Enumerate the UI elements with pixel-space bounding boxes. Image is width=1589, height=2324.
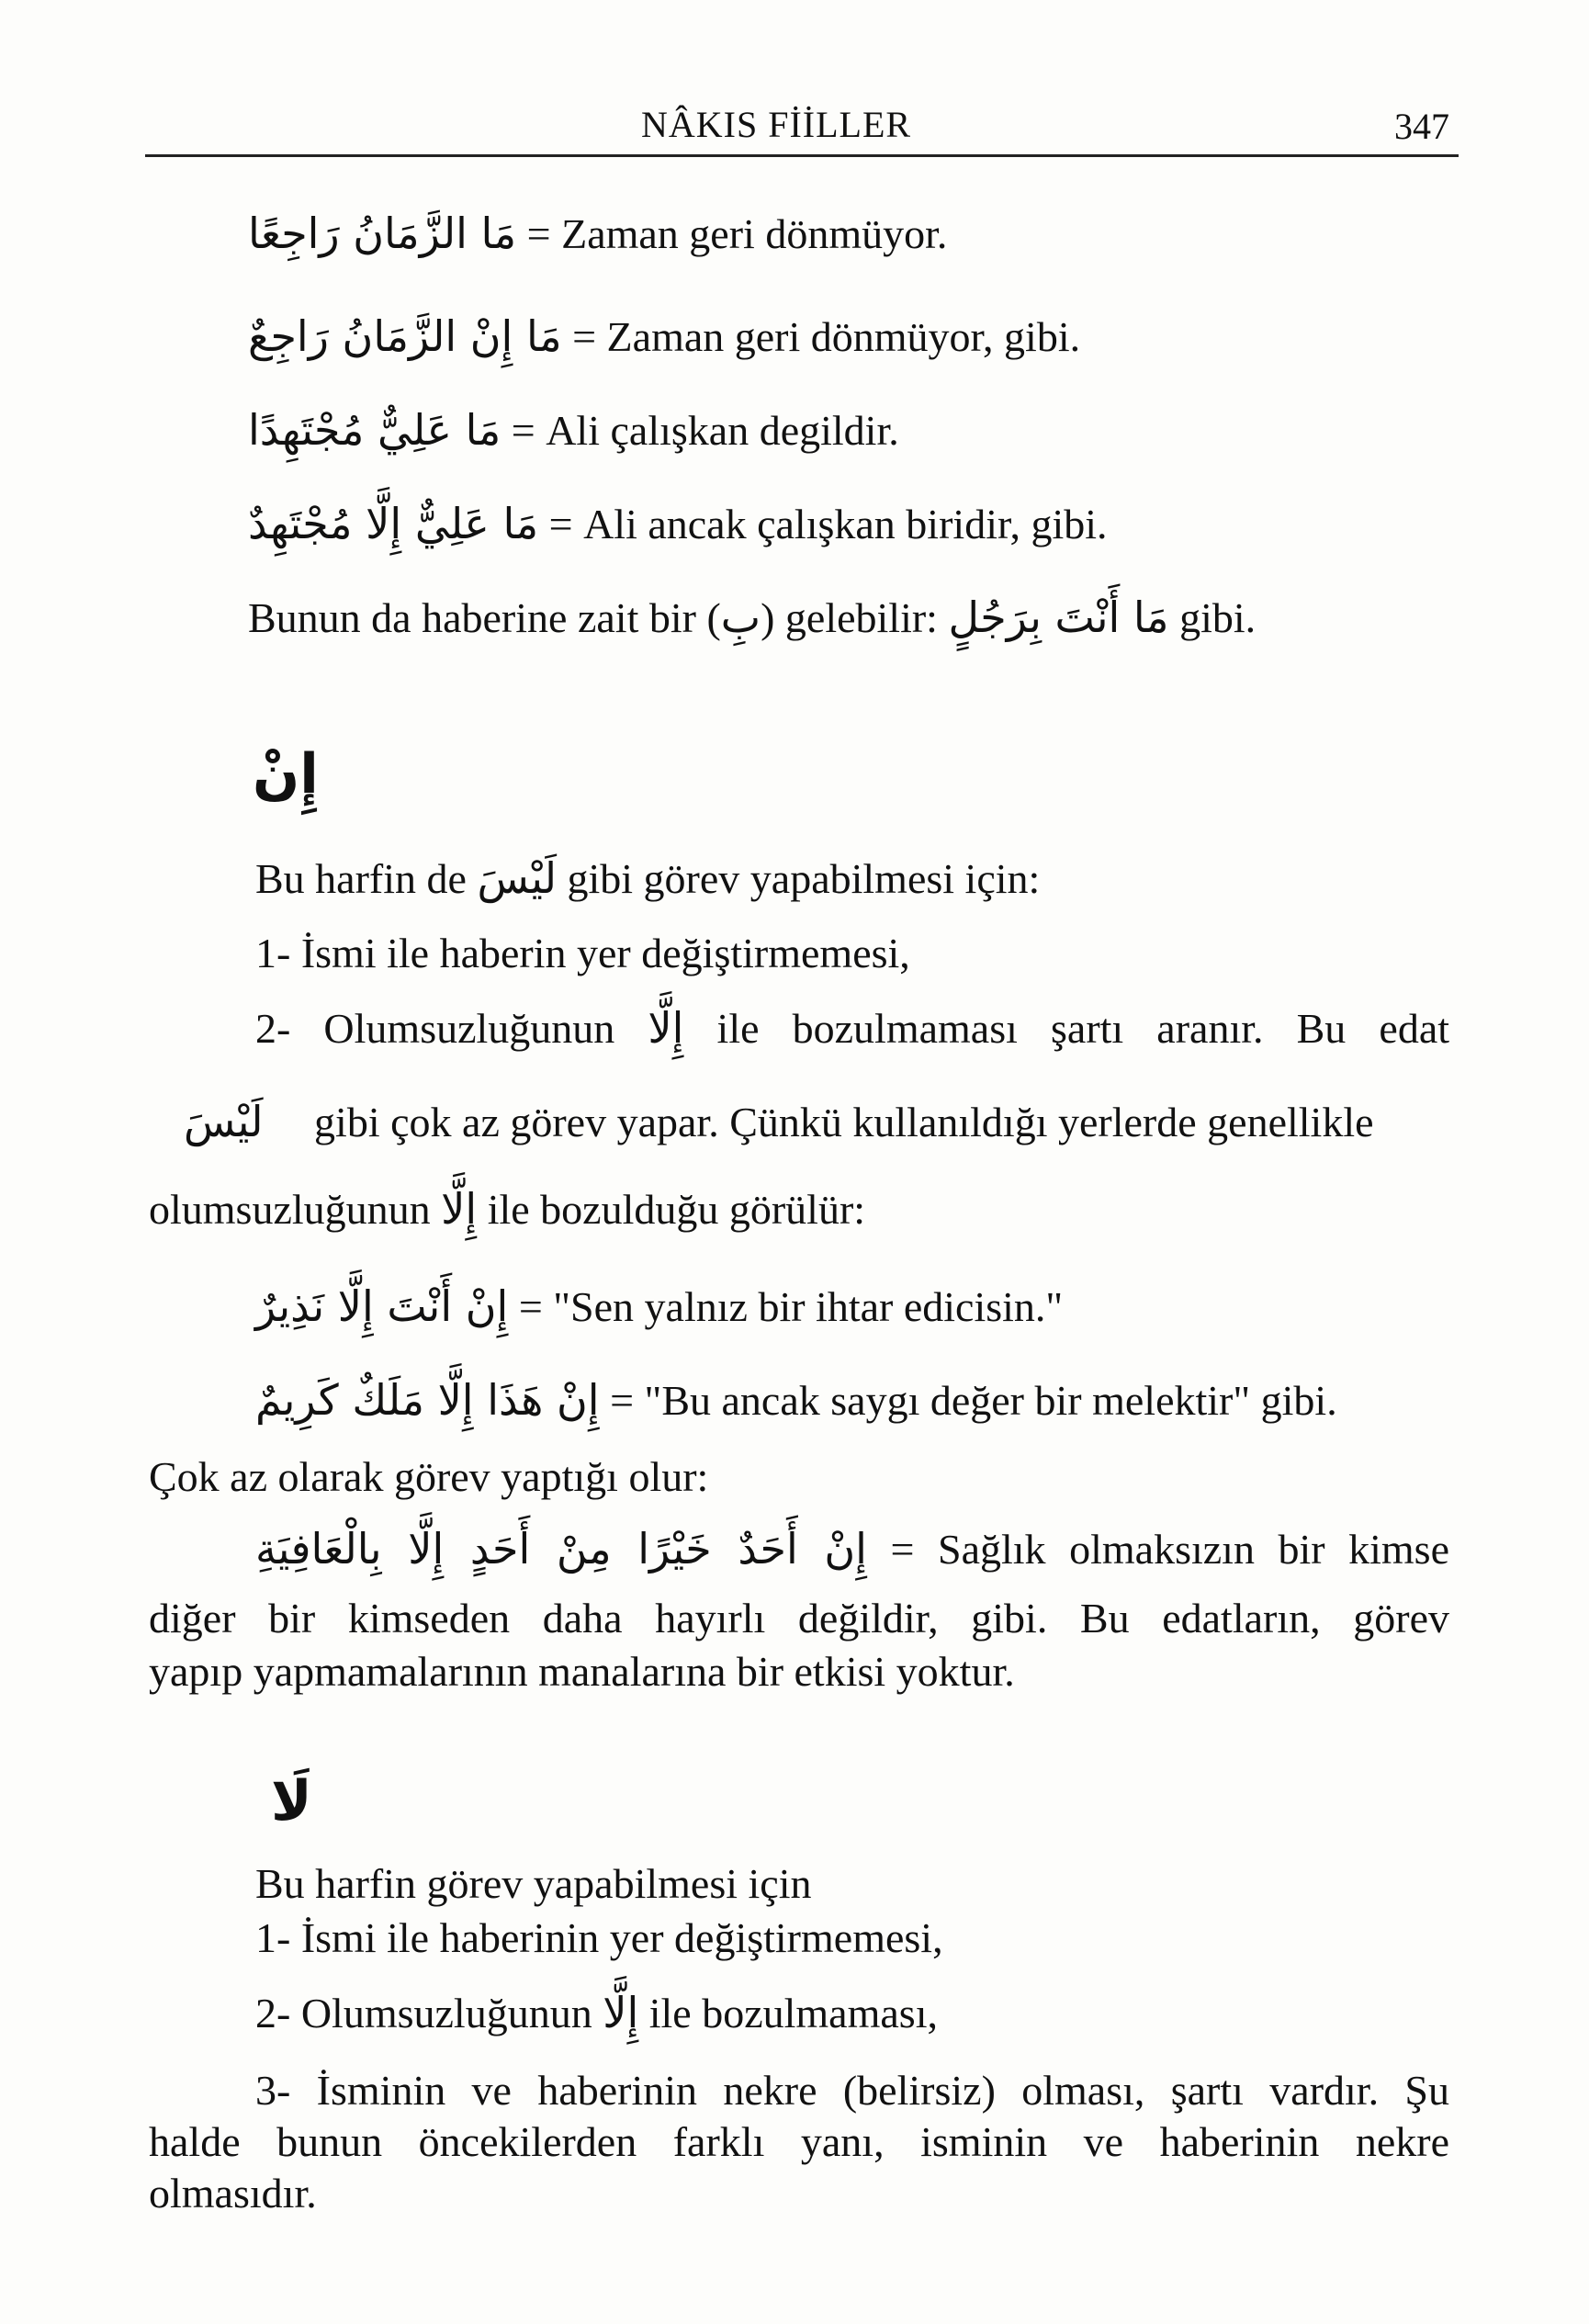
- la-condition-3-line-2: halde bunun öncekilerden farklı yanı, isminin ve haberinin nekre: [149, 2118, 1449, 2165]
- example-translation: = Zaman geri dönmüyor.: [526, 210, 948, 257]
- arabic-example: مَا إِنْ الزَّمَانُ رَاجِعٌ: [248, 311, 562, 361]
- in-laysa-line: [184, 1098, 1451, 1147]
- la-condition-1: 1- İsmi ile haberinin yer değiştirmemesi,: [255, 1914, 943, 1961]
- in-example-1: [255, 1282, 1063, 1332]
- arabic-example: مَا أَنْتَ بِرَجُلٍ: [948, 592, 1169, 642]
- bunun-line: [248, 593, 1256, 643]
- example-translation: = Sağlık olmaksızın bir kimse: [890, 1526, 1450, 1573]
- in-condition-2: [255, 1004, 1449, 1054]
- text-segment: 2- Olumsuzluğunun: [255, 1990, 592, 2036]
- page-number: 347: [1394, 106, 1449, 147]
- arabic-word: لَيْسَ: [477, 853, 557, 903]
- la-condition-3-line-1: 3- İsminin ve haberinin nekre (belirsiz) olması, şartı vardır. Şu: [255, 2067, 1449, 2114]
- in-olumsuz-line: [149, 1185, 865, 1235]
- arabic-example: إِنْ هَذَا إِلَّا مَلَكٌ كَرِيمٌ: [255, 1375, 600, 1425]
- arabic-example: إِنْ أَحَدٌ خَيْرًا مِنْ أَحَدٍ إِلَّا بِالْعَافِيَةِ: [255, 1524, 867, 1574]
- running-title: NÂKIS FİİLLER: [641, 104, 912, 145]
- la-condition-3-line-3: olmasıdır.: [149, 2170, 317, 2217]
- arabic-example: مَا الزَّمَانُ رَاجِعًا: [248, 209, 517, 258]
- in-example-2: [255, 1376, 1337, 1426]
- example-ma-4: [248, 500, 1108, 549]
- text-segment: olumsuzluğunun: [149, 1186, 431, 1233]
- arabic-word: لَيْسَ: [184, 1097, 264, 1146]
- example-ma-3: [248, 406, 899, 456]
- la-intro: Bu harfin görev yapabilmesi için: [255, 1860, 812, 1907]
- example-translation: = "Sen yalnız bir ihtar edicisin.": [518, 1283, 1064, 1330]
- example-ma-1: [248, 209, 947, 259]
- arabic-word: إِلَّا: [603, 1988, 639, 2037]
- section-heading-la: لَا: [271, 1769, 312, 1833]
- arabic-example: مَا عَلِيٌّ مُجْتَهِدًا: [248, 405, 501, 455]
- in-example-3: [255, 1525, 1449, 1574]
- arabic-example: إِنْ أَنْتَ إِلَّا نَذِيرٌ: [255, 1281, 509, 1331]
- la-condition-2: [255, 1989, 938, 2038]
- in-example-3-cont-1: diğer bir kimseden daha hayırlı değildir, gibi. Bu edatların, görev: [149, 1595, 1449, 1641]
- text-segment: Bunun da haberine zait bir (: [248, 594, 721, 641]
- text-segment: ile bozulduğu görülür:: [487, 1186, 866, 1233]
- page-header: [145, 99, 1459, 157]
- text-segment: ) gelebilir:: [761, 594, 938, 641]
- arabic-word: إِلَّا: [648, 1003, 684, 1053]
- in-condition-1: 1- İsmi ile haberin yer değiştirmemesi,: [255, 930, 910, 976]
- in-example-3-cont-2: yapıp yapmamalarının manalarına bir etkisi yoktur.: [149, 1648, 1015, 1695]
- in-rare-line: Çok az olarak görev yaptığı olur:: [149, 1453, 709, 1500]
- text-segment: gibi çok az görev yapar. Çünkü kullanıldığı yerlerde genellikle: [314, 1099, 1374, 1145]
- in-intro: [255, 854, 1040, 904]
- text-segment: ile bozulmaması,: [648, 1990, 938, 2036]
- example-translation: = "Bu ancak saygı değer bir melektir" gibi.: [610, 1377, 1337, 1424]
- text-segment: gibi görev yapabilmesi için:: [567, 855, 1041, 902]
- arabic-ba: بِ: [720, 592, 761, 642]
- text-segment: Bu harfin de: [255, 855, 467, 902]
- text-segment: 2- Olumsuzluğunun: [255, 1005, 615, 1052]
- example-translation: = Zaman geri dönmüyor, gibi.: [572, 313, 1081, 360]
- text-segment: ile bozulmaması şartı aranır. Bu edat: [716, 1005, 1450, 1052]
- arabic-example: مَا عَلِيٌّ إِلَّا مُجْتَهِدٌ: [248, 499, 539, 548]
- example-translation: = Ali çalışkan degildir.: [511, 407, 899, 454]
- text-segment: gibi.: [1179, 594, 1257, 641]
- example-translation: = Ali ancak çalışkan biridir, gibi.: [548, 501, 1108, 547]
- arabic-word: إِلَّا: [441, 1184, 478, 1234]
- section-heading-in: إِنْ: [253, 742, 319, 807]
- example-ma-2: [248, 312, 1080, 362]
